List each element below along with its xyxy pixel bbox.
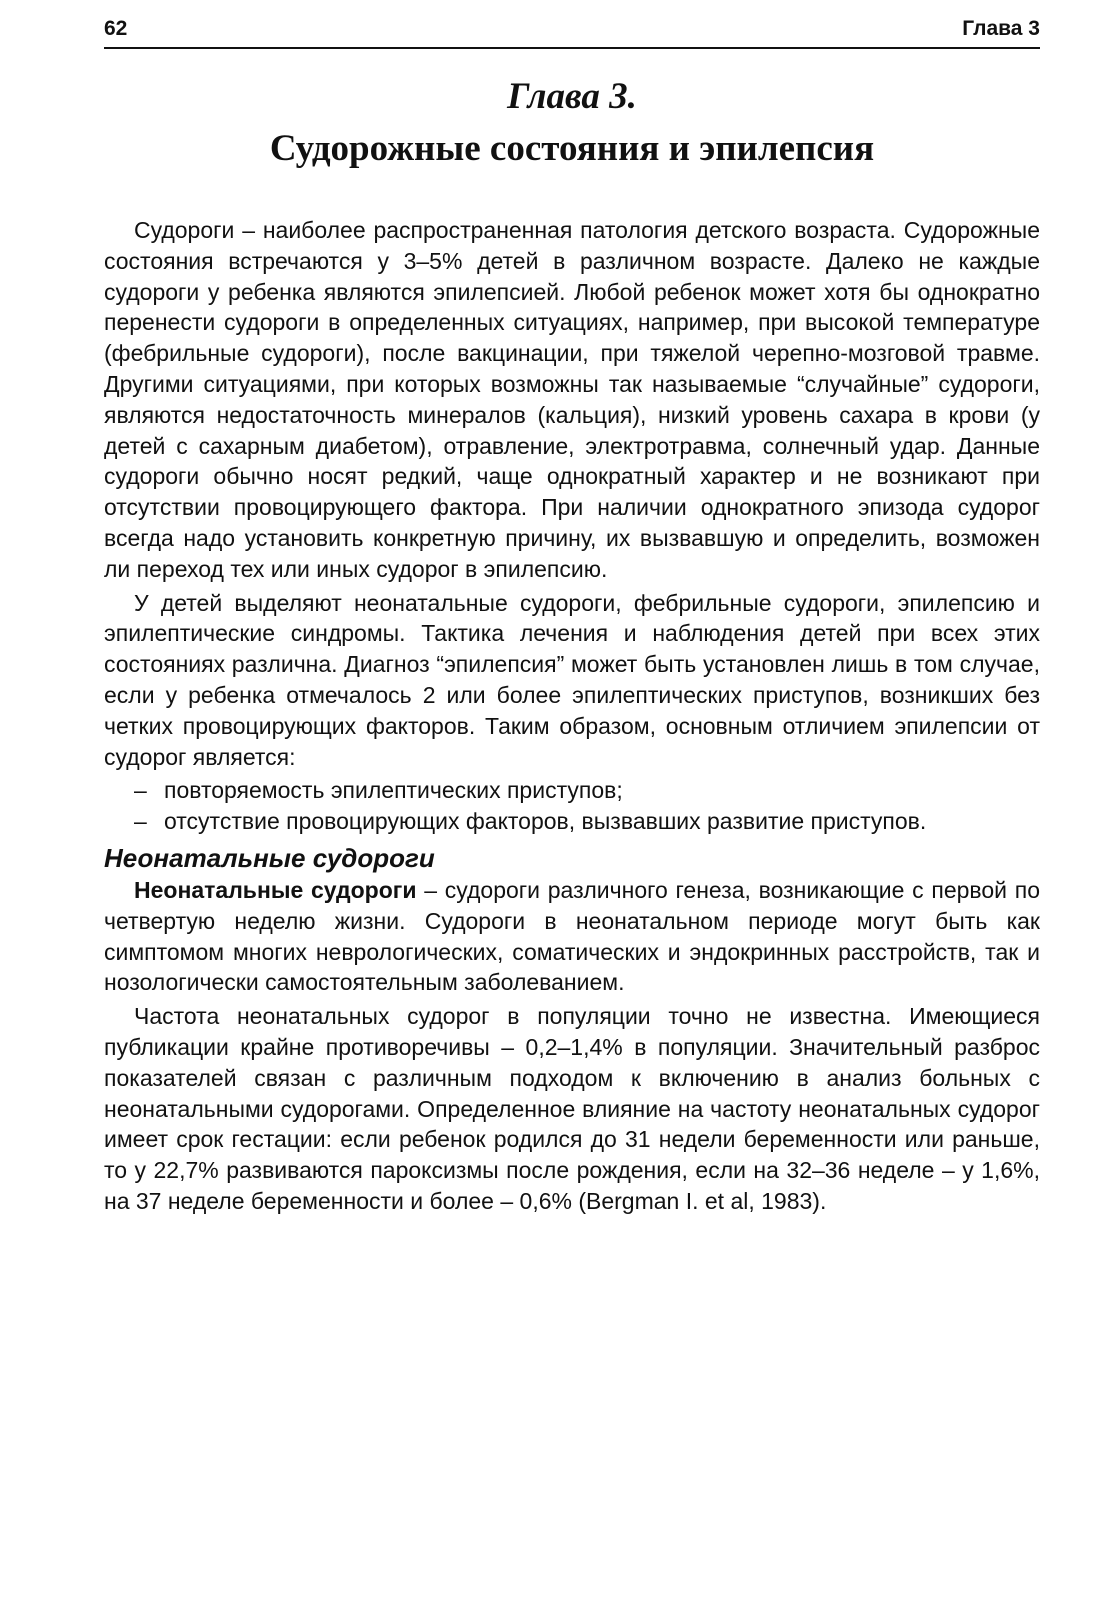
bullet-list [104,775,1040,837]
list-dash: – [134,777,147,804]
running-title: Глава 3 [962,17,1040,40]
paragraph: У детей выделяют неонатальные судороги, фебрильные судороги, эпилепсию и эпилептические синдромы. Тактика лечения и наблюдения детей при всех этих состояниях различна. Диагноз “эпилепсия” может быть установлен лишь в том случае, если у ребенка отмечалось 2 или более эпилептических приступов, возникших без четких провоцирующих факторов. Таким образом, основным отличием эпилепсии от судорог является: [104,589,1040,770]
running-header [104,14,1040,44]
defined-term: Неонатальные судороги [134,876,417,903]
paragraph: Судороги – наиболее распространенная патология детского возраста. Судорожные состояния встречаются у 3–5% детей в различном возрасте. Далеко не каждые судороги у ребенка являются эпилепсией. Любой ребенок может хотя бы однократно перенести судороги в определенных ситуациях, например, при высокой температуре (фебрильные судороги), после вакцинации, при тяжелой черепно-мозговой травме. Другими ситуациями, при которых возможны так называемые “случайные” судороги, являются недостаточность минералов (кальция), низкий уровень сахара в крови (у детей с сахарным диабетом), отравление, электротравма, солнечный удар. Данные судороги обычно носят редкий, чаще однократный характер и не возникают при отсутствии провоцирующего фактора. При наличии однократного эпизода судорог всегда надо установить конкретную причину, их вызвавшую и определить, возможен ли переход тех или иных судорог в эпилепсию. [104,217,1040,582]
list-item-text: отсутствие провоцирующих факторов, вызвавших развитие приступов. [164,808,927,835]
header-rule [104,47,1040,49]
body-text [104,215,1040,1220]
paragraph [104,875,1040,998]
page-number: 62 [104,17,128,40]
section-heading: Неонатальные судороги [104,842,435,873]
list-item-text: повторяемость эпилептических приступов; [164,777,623,804]
chapter-title: Судорожные состояния и эпилепсия [269,128,875,169]
list-item [104,775,1040,806]
list-dash: – [134,808,147,835]
chapter-number: Глава 3. [507,76,637,117]
list-item [104,806,1040,837]
paragraph: Частота неонатальных судорог в популяции точно не известна. Имеющиеся публикации крайне противоречивы – 0,2–1,4% в популяции. Значительный разброс показателей связан с различным подходом к включению в анализ больных с неонатальными судорогами. Определенное влияние на частоту неонатальных судорог имеет срок гестации: если ребенок родился до 31 недели беременности или раньше, то у 22,7% развиваются пароксизмы после рождения, если на 32–36 неделе – у 1,6%, на 37 неделе беременности и более – 0,6% (Bergman I. et al, 1983). [104,1003,1040,1214]
definition-text: – судороги различного генеза, возникающие с первой по четвертую неделю жизни. Судороги в неонатальном периоде могут быть как симптомом многих неврологических, соматических и эндокринных расстройств, так и нозологически самостоятельным заболеванием. [104,876,1040,996]
